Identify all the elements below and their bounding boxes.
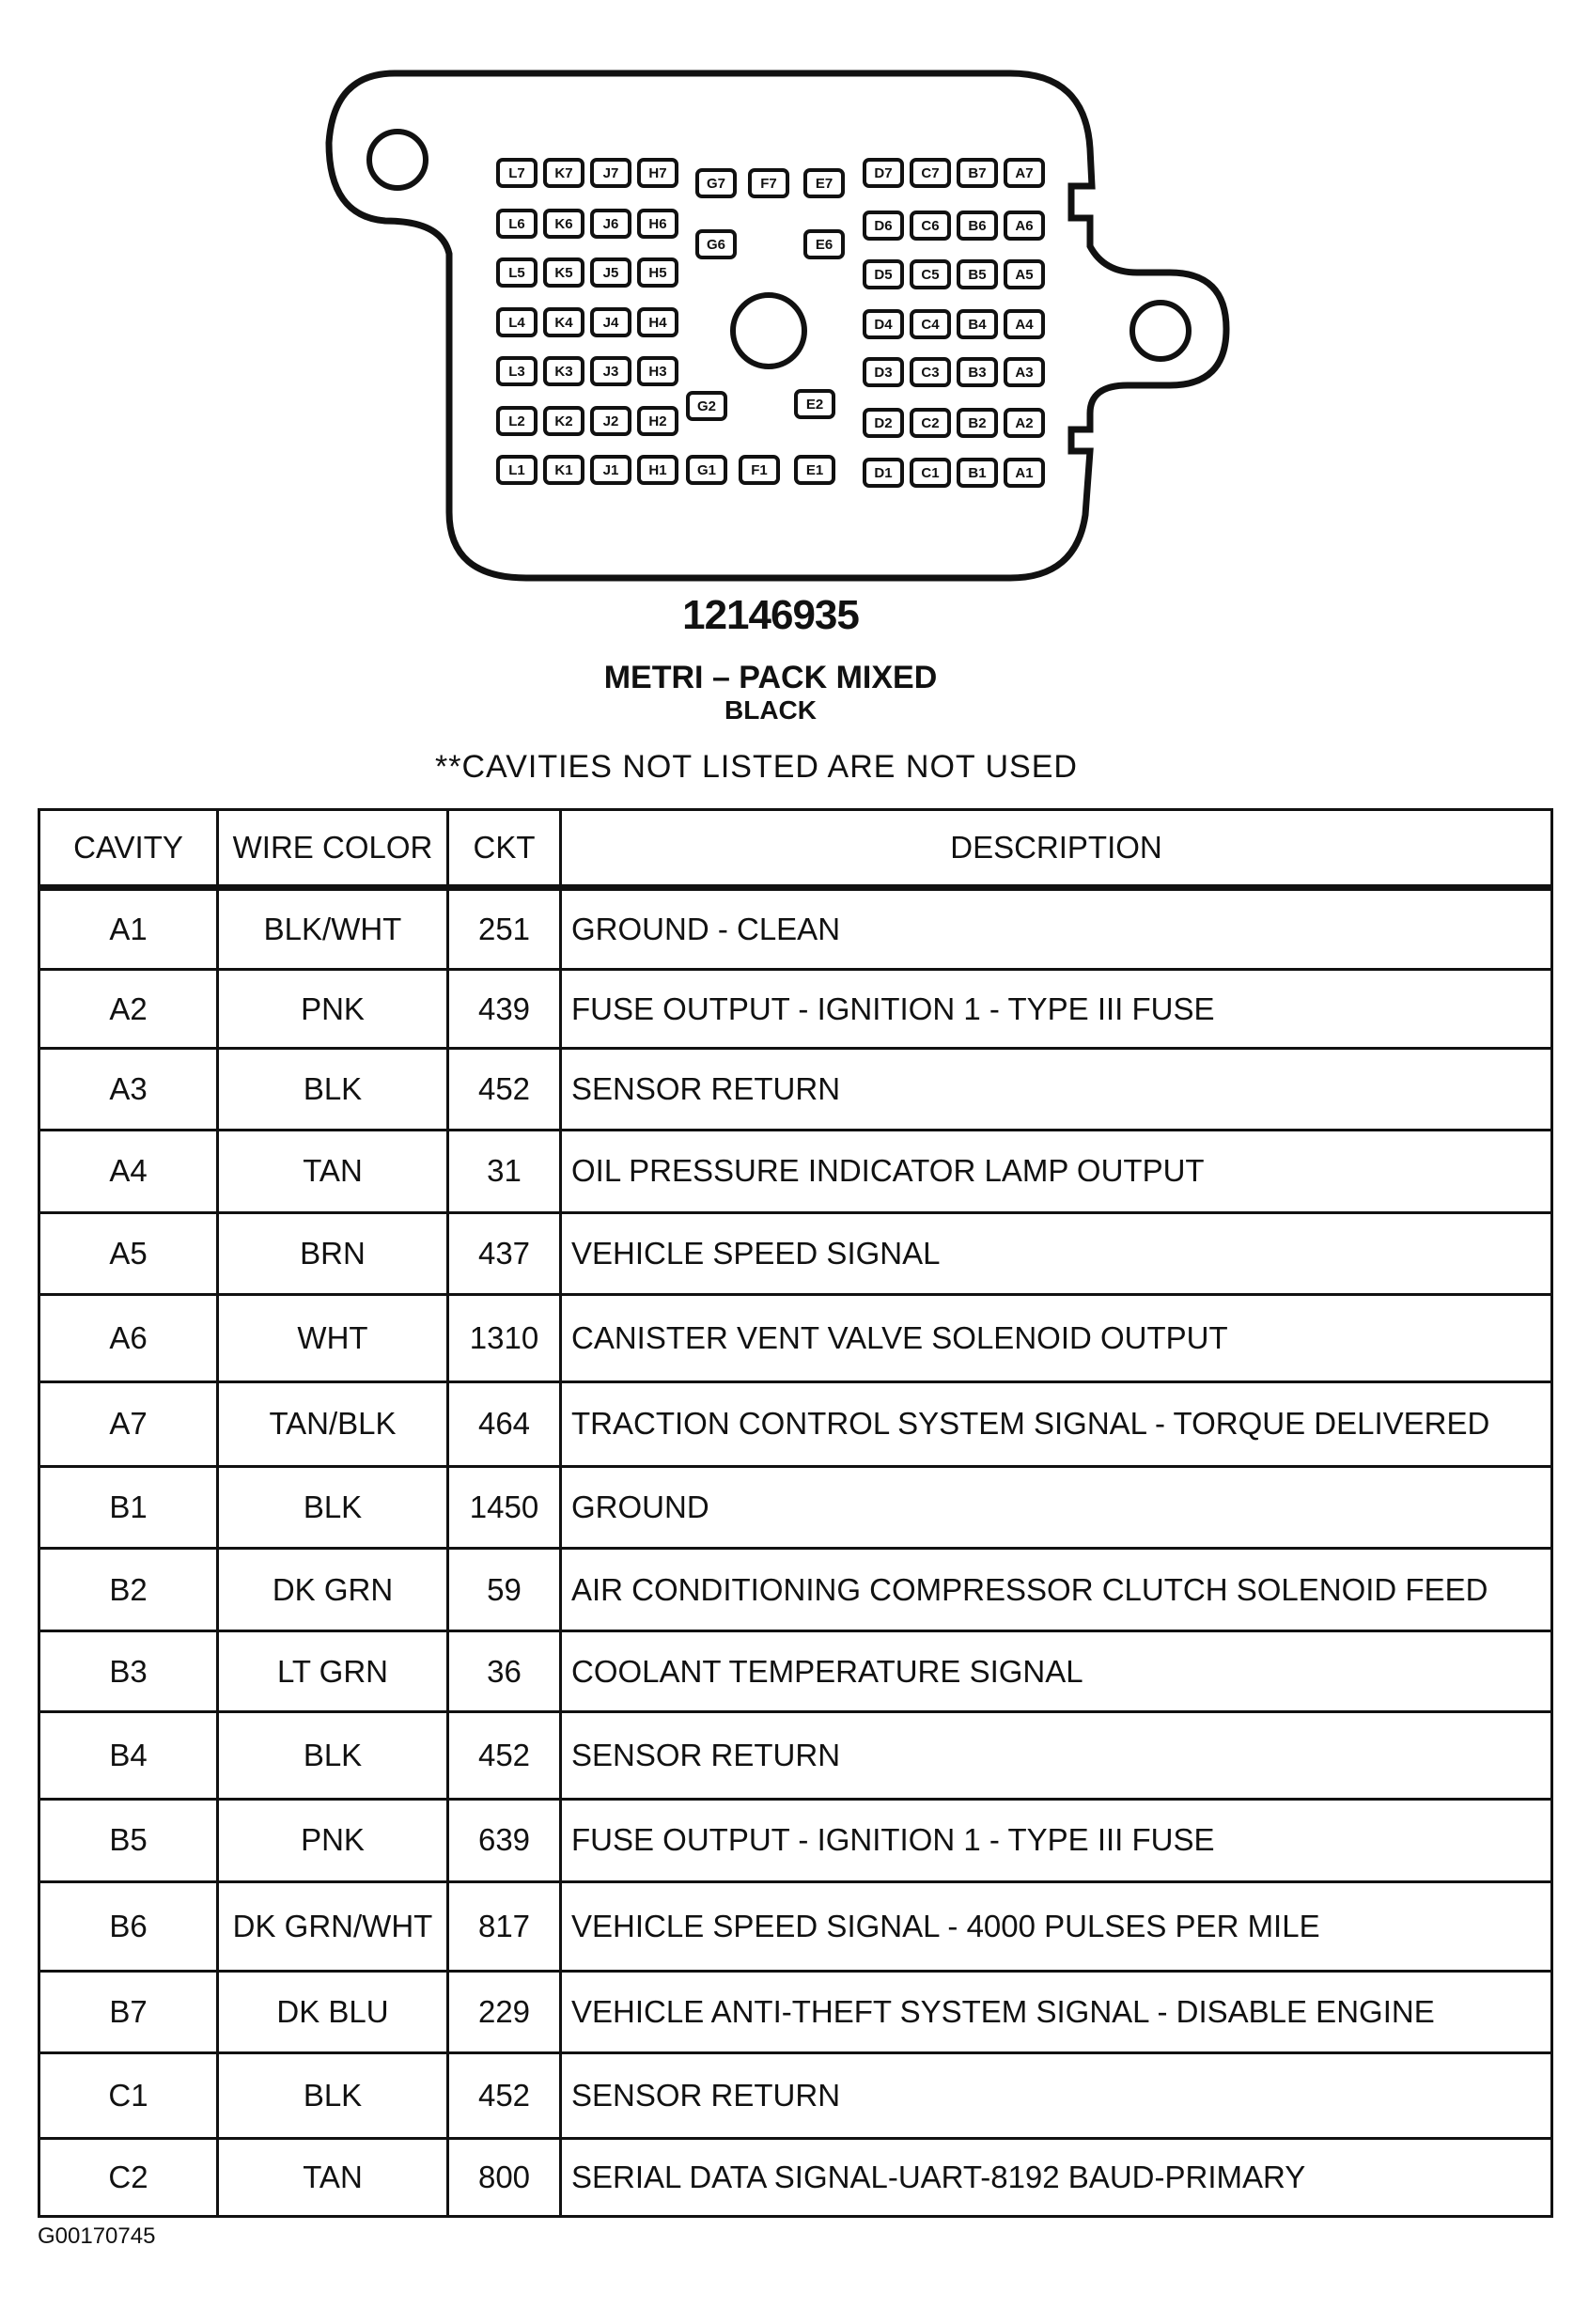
cavity-C4 (911, 311, 949, 337)
cavity-D5 (865, 261, 902, 288)
cavity-H5 (639, 259, 677, 286)
cell-cavity: A6 (39, 1295, 218, 1382)
cavity-label: J3 (602, 364, 619, 380)
cavity-A7 (1005, 160, 1043, 186)
table-row (39, 1799, 1552, 1881)
pinout-table (38, 808, 1553, 2218)
cavity-label: B3 (968, 365, 987, 381)
cavity-label: L6 (508, 216, 525, 232)
cavity-B5 (958, 261, 996, 288)
cavity-K4 (545, 309, 583, 335)
cavity-label: L3 (508, 364, 525, 380)
cavity-C1 (911, 460, 949, 486)
cavity-label: K2 (554, 413, 573, 429)
cavity-label: G2 (696, 398, 717, 414)
table-row (39, 2053, 1552, 2138)
table-row (39, 1381, 1552, 1466)
cavity-H3 (639, 358, 677, 384)
connector-type: METRI – PACK MIXED (603, 660, 938, 695)
cell-wire-color: BLK (218, 1712, 448, 1800)
cell-wire-color: TAN (218, 2138, 448, 2216)
cavity-label: B2 (968, 415, 987, 431)
cell-cavity: A5 (39, 1212, 218, 1294)
cavity-label: G7 (706, 176, 726, 192)
cell-description: OIL PRESSURE INDICATOR LAMP OUTPUT (561, 1131, 1552, 1212)
cavity-label: D6 (874, 218, 893, 234)
cavity-L5 (498, 259, 536, 286)
cavity-label: F7 (760, 176, 777, 192)
cavity-K2 (545, 408, 583, 434)
cell-wire-color: BLK (218, 1467, 448, 1549)
table-row (39, 1295, 1552, 1382)
cell-wire-color: TAN (218, 1131, 448, 1212)
cavity-label: D4 (874, 317, 893, 333)
cavity-label: K4 (554, 315, 573, 331)
cell-wire-color: BLK (218, 2053, 448, 2138)
cell-description: VEHICLE SPEED SIGNAL - 4000 PULSES PER MILE (561, 1882, 1552, 1972)
cavity-D4 (865, 311, 902, 337)
cavity-label: L5 (508, 265, 525, 281)
cell-ckt: 452 (448, 1712, 561, 1800)
cavity-label: B4 (968, 317, 987, 333)
cavity-label: L2 (508, 413, 525, 429)
cavity-E1 (796, 457, 833, 483)
cell-cavity: B3 (39, 1630, 218, 1711)
cavity-label: J6 (602, 216, 619, 232)
cavity-label: H1 (648, 462, 667, 478)
cell-wire-color: PNK (218, 1799, 448, 1881)
cell-ckt: 1310 (448, 1295, 561, 1382)
cell-description: COOLANT TEMPERATURE SIGNAL (561, 1630, 1552, 1711)
cell-description: SERIAL DATA SIGNAL-UART-8192 BAUD-PRIMARY (561, 2138, 1552, 2216)
cavity-K3 (545, 358, 583, 384)
cell-wire-color: PNK (218, 970, 448, 1048)
mounting-hole-right (1132, 303, 1189, 359)
cavity-C3 (911, 359, 949, 385)
cell-wire-color: LT GRN (218, 1630, 448, 1711)
cell-cavity: B4 (39, 1712, 218, 1800)
table-row (39, 1048, 1552, 1130)
cavity-label: E7 (815, 176, 833, 192)
cell-description: CANISTER VENT VALVE SOLENOID OUTPUT (561, 1295, 1552, 1382)
cavity-D7 (865, 160, 902, 186)
cell-cavity: B5 (39, 1799, 218, 1881)
cavity-label: A3 (1015, 365, 1034, 381)
cavity-E7 (805, 170, 843, 196)
cavity-L2 (498, 408, 536, 434)
cavity-J7 (592, 160, 630, 186)
cavity-label: H3 (648, 364, 667, 380)
table-row (39, 970, 1552, 1048)
cavity-J6 (592, 211, 630, 237)
cell-ckt: 817 (448, 1882, 561, 1972)
cavity-label: D1 (874, 465, 893, 481)
cavity-label: A7 (1015, 165, 1034, 181)
cavity-label: D7 (874, 165, 893, 181)
cavity-G2 (688, 393, 725, 419)
cavity-label: E1 (805, 462, 824, 478)
cavity-D1 (865, 460, 902, 486)
mounting-hole-left (369, 132, 426, 188)
cavity-label: E2 (805, 397, 824, 413)
cavity-G6 (697, 231, 735, 257)
cavity-label: K7 (554, 165, 573, 181)
cell-cavity: A1 (39, 888, 218, 970)
cavity-label: D2 (874, 415, 893, 431)
cell-cavity: A2 (39, 970, 218, 1048)
table-row (39, 1882, 1552, 1972)
cell-ckt: 437 (448, 1212, 561, 1294)
cell-cavity: B6 (39, 1882, 218, 1972)
cavity-K7 (545, 160, 583, 186)
connector-face-diagram (0, 0, 1589, 601)
cell-wire-color: BLK/WHT (218, 888, 448, 970)
cavity-B2 (958, 410, 996, 436)
cavity-D3 (865, 359, 902, 385)
cell-description: TRACTION CONTROL SYSTEM SIGNAL - TORQUE DELIVERED (561, 1381, 1552, 1466)
table-row (39, 1467, 1552, 1549)
cavity-label: H4 (648, 315, 667, 331)
cavity-label: D5 (874, 267, 893, 283)
header-cavity: CAVITY (39, 810, 218, 888)
cavity-G7 (697, 170, 735, 196)
cavity-E2 (796, 391, 833, 417)
header-ckt: CKT (448, 810, 561, 888)
cavity-C6 (911, 212, 949, 239)
cavity-A1 (1005, 460, 1043, 486)
cavity-A6 (1005, 212, 1043, 239)
cell-cavity: A7 (39, 1381, 218, 1466)
cavity-label: C2 (921, 415, 940, 431)
cell-description: GROUND - CLEAN (561, 888, 1552, 970)
cell-ckt: 639 (448, 1799, 561, 1881)
cavity-B3 (958, 359, 996, 385)
cavity-label: B6 (968, 218, 987, 234)
cavity-label: K5 (554, 265, 573, 281)
cell-description: VEHICLE ANTI-THEFT SYSTEM SIGNAL - DISABLE ENGINE (561, 1971, 1552, 2052)
center-hole (733, 295, 804, 367)
table-row (39, 1549, 1552, 1630)
cell-ckt: 229 (448, 1971, 561, 2052)
cavity-label: A6 (1015, 218, 1034, 234)
cavity-label: H2 (648, 413, 667, 429)
cavity-label: L4 (508, 315, 525, 331)
cell-ckt: 31 (448, 1131, 561, 1212)
cavity-label: L7 (508, 165, 525, 181)
cavity-A3 (1005, 359, 1043, 385)
table-row (39, 1212, 1552, 1294)
cell-ckt: 1450 (448, 1467, 561, 1549)
cell-ckt: 464 (448, 1381, 561, 1466)
header-description: DESCRIPTION (561, 810, 1552, 888)
cell-description: FUSE OUTPUT - IGNITION 1 - TYPE III FUSE (561, 1799, 1552, 1881)
cavity-H1 (639, 457, 677, 483)
cavity-B4 (958, 311, 996, 337)
cavity-C7 (911, 160, 949, 186)
cavity-J2 (592, 408, 630, 434)
cavity-L7 (498, 160, 536, 186)
cell-wire-color: BLK (218, 1048, 448, 1130)
cavity-J3 (592, 358, 630, 384)
cavity-D2 (865, 410, 902, 436)
cavity-label: B7 (968, 165, 987, 181)
cavity-L1 (498, 457, 536, 483)
cell-ckt: 36 (448, 1630, 561, 1711)
table-row (39, 1630, 1552, 1711)
cell-cavity: C1 (39, 2053, 218, 2138)
cavity-label: J4 (602, 315, 619, 331)
cavity-label: C4 (921, 317, 940, 333)
cavity-A4 (1005, 311, 1043, 337)
cavity-A2 (1005, 410, 1043, 436)
cavity-label: H7 (648, 165, 667, 181)
cavity-label: L1 (508, 462, 525, 478)
cell-ckt: 452 (448, 1048, 561, 1130)
cavity-H6 (639, 211, 677, 237)
cavity-label: K6 (554, 216, 573, 232)
cavity-C2 (911, 410, 949, 436)
cell-ckt: 251 (448, 888, 561, 970)
cavity-K6 (545, 211, 583, 237)
cavity-H4 (639, 309, 677, 335)
cell-description: VEHICLE SPEED SIGNAL (561, 1212, 1552, 1294)
cell-wire-color: DK GRN/WHT (218, 1882, 448, 1972)
cavity-label: B1 (968, 465, 987, 481)
cavity-C5 (911, 261, 949, 288)
connector-color: BLACK (724, 695, 817, 725)
cavity-label: C1 (921, 465, 940, 481)
cell-ckt: 452 (448, 2053, 561, 2138)
cell-description: SENSOR RETURN (561, 1048, 1552, 1130)
cavity-label: C3 (921, 365, 940, 381)
cavity-J5 (592, 259, 630, 286)
cell-cavity: A4 (39, 1131, 218, 1212)
cavity-H7 (639, 160, 677, 186)
cell-ckt: 59 (448, 1549, 561, 1630)
cell-ckt: 800 (448, 2138, 561, 2216)
cavity-label: J1 (602, 462, 619, 478)
cavity-label: F1 (751, 462, 768, 478)
document-id: G00170745 (38, 2223, 156, 2249)
header-wire-color: WIRE COLOR (218, 810, 448, 888)
cavity-label: G1 (696, 462, 717, 478)
cell-cavity: B2 (39, 1549, 218, 1630)
cavity-label: C7 (921, 165, 940, 181)
cavity-J1 (592, 457, 630, 483)
cavity-L3 (498, 358, 536, 384)
table-row (39, 1712, 1552, 1800)
cavity-label: J7 (602, 165, 619, 181)
cavity-G1 (688, 457, 725, 483)
cavity-K5 (545, 259, 583, 286)
cavity-A5 (1005, 261, 1043, 288)
cavity-K1 (545, 457, 583, 483)
cavity-B7 (958, 160, 996, 186)
cavity-label: D3 (874, 365, 893, 381)
table-row (39, 1131, 1552, 1212)
table-row (39, 2138, 1552, 2216)
cell-wire-color: DK GRN (218, 1549, 448, 1630)
cavity-label: K1 (554, 462, 573, 478)
part-number: 12146935 (682, 592, 859, 638)
cell-ckt: 439 (448, 970, 561, 1048)
connector-outline (329, 73, 1226, 578)
cavity-label: C6 (921, 218, 940, 234)
cavity-label: K3 (554, 364, 573, 380)
cavity-H2 (639, 408, 677, 434)
cavity-label: A2 (1015, 415, 1034, 431)
cavity-B1 (958, 460, 996, 486)
cell-wire-color: WHT (218, 1295, 448, 1382)
cell-description: AIR CONDITIONING COMPRESSOR CLUTCH SOLENOID FEED (561, 1549, 1552, 1630)
cell-cavity: B1 (39, 1467, 218, 1549)
cavity-label: B5 (968, 267, 987, 283)
cavity-L4 (498, 309, 536, 335)
unused-cavities-note: **CAVITIES NOT LISTED ARE NOT USED (435, 749, 1078, 785)
cavity-label: A1 (1015, 465, 1034, 481)
cell-cavity: C2 (39, 2138, 218, 2216)
cell-description: SENSOR RETURN (561, 2053, 1552, 2138)
cavity-E6 (805, 231, 843, 257)
cell-wire-color: TAN/BLK (218, 1381, 448, 1466)
cell-wire-color: BRN (218, 1212, 448, 1294)
cell-wire-color: DK BLU (218, 1971, 448, 2052)
cell-description: SENSOR RETURN (561, 1712, 1552, 1800)
cavity-label: G6 (706, 237, 726, 253)
cavity-label: C5 (921, 267, 940, 283)
cell-cavity: A3 (39, 1048, 218, 1130)
table-row (39, 1971, 1552, 2052)
table-row (39, 888, 1552, 970)
cavity-label: A4 (1015, 317, 1034, 333)
cavity-label: J2 (602, 413, 619, 429)
cavity-grid (498, 160, 1043, 486)
cavity-label: E6 (815, 237, 833, 253)
cavity-B6 (958, 212, 996, 239)
cavity-L6 (498, 211, 536, 237)
cavity-label: H5 (648, 265, 667, 281)
cavity-label: H6 (648, 216, 667, 232)
cell-description: GROUND (561, 1467, 1552, 1549)
cavity-F7 (750, 170, 787, 196)
cavity-label: A5 (1015, 267, 1034, 283)
cavity-J4 (592, 309, 630, 335)
cavity-F1 (740, 457, 778, 483)
cell-description: FUSE OUTPUT - IGNITION 1 - TYPE III FUSE (561, 970, 1552, 1048)
cavity-D6 (865, 212, 902, 239)
table-header-row (39, 810, 1552, 888)
cell-cavity: B7 (39, 1971, 218, 2052)
cavity-label: J5 (602, 265, 619, 281)
